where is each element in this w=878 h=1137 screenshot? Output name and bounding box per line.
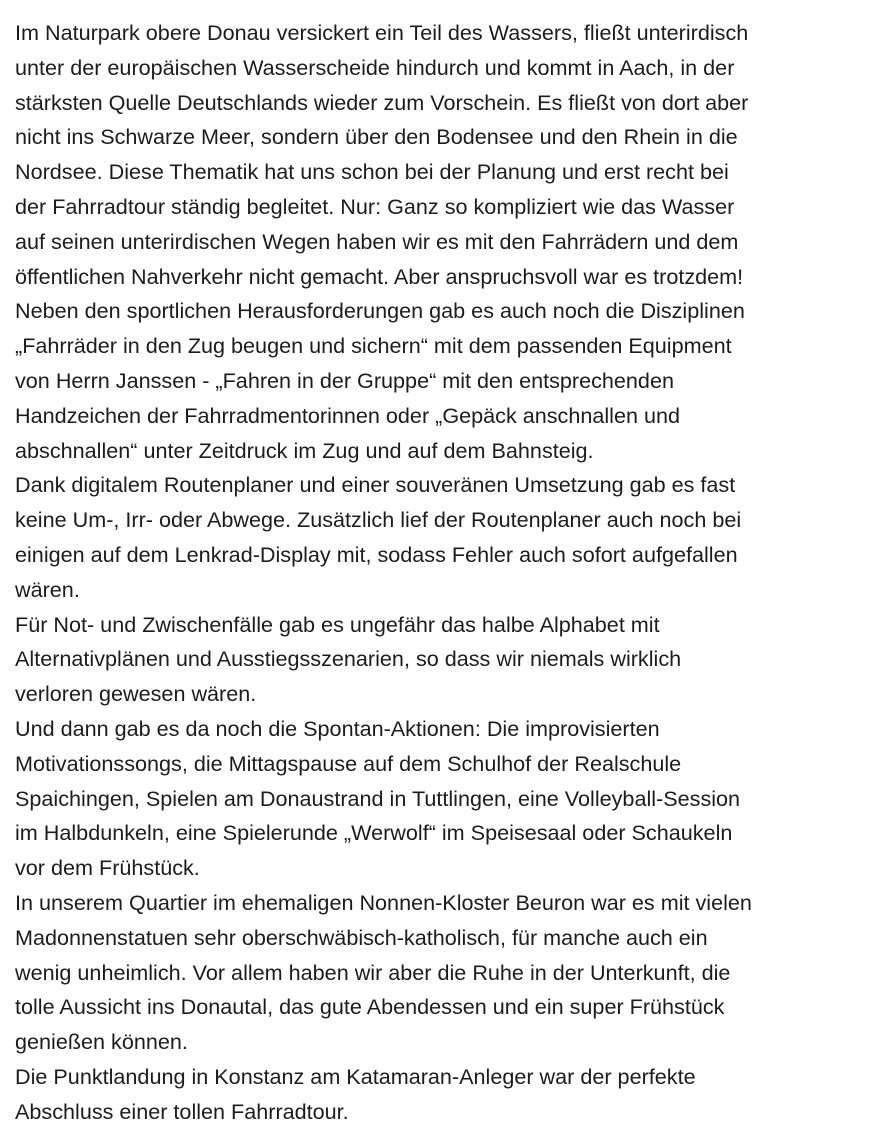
paragraph-spontaneous-actions: Und dann gab es da noch die Spontan-Aktionen: Die improvisierten Motivationssongs, die Mittagspause auf dem Schulhof der Realschule Spaichingen, Spielen am Donaustrand in Tuttlingen, eine Volleyball-Session im Halbdunkeln, eine Spielerunde „Werwolf“ im Speisesaal oder Schaukeln vor dem Frühstück.	[15, 715, 741, 881]
paragraph-intro: Im Naturpark obere Donau versickert ein Teil des Wassers, fließt unterirdisch unter der europäischen Wasserscheide hindurch und kommt in Aach, in der stärksten Quelle Deutschlands wieder zum Vorschein. Es fließt von dort aber nicht ins Schwarze Meer, sondern über den Bodensee und den Rhein in die Nordsee. Diese Thematik hat uns schon bei der Planung und erst recht bei der Fahrradtour ständig begleitet. Nur: Ganz so kompliziert wie das Wasser auf seinen unterirdischen Wegen haben wir es mit den Fahrrädern und dem öffentlichen Nahverkehr nicht gemacht. Aber anspruchsvoll war es trotzdem! Neben den sportlichen Herausforderungen gab es auch noch die Disziplinen „Fahrräder in den Zug beugen und sichern“ mit dem passenden Equipment von Herrn Janssen - „Fahren in der Gruppe“ mit den entsprechenden Handzeichen der Fahrradmentorinnen oder „Gepäck anschnallen und abschnallen“ unter Zeitdruck im Zug und auf dem Bahnsteig.	[15, 20, 749, 463]
article-body	[15, 16, 873, 1130]
paragraph-contingency-plans: Für Not- und Zwischenfälle gab es ungefähr das halbe Alphabet mit Alternativplänen und Ausstiegsszenarien, so dass wir niemals wirklich verloren gewesen wären.	[15, 611, 682, 707]
paragraph-conclusion: Die Punktlandung in Konstanz am Katamaran-Anleger war der perfekte Abschluss einer tollen Fahrradtour.	[15, 1063, 696, 1124]
paragraph-accommodation: In unserem Quartier im ehemaligen Nonnen-Kloster Beuron war es mit vielen Madonnenstatuen sehr oberschwäbisch-katholisch, für manche auch ein wenig unheimlich. Vor allem haben wir aber die Ruhe in der Unterkunft, die tolle Aussicht ins Donautal, das gute Abendessen und ein super Frühstück genießen können.	[15, 889, 752, 1055]
paragraph-route-planner: Dank digitalem Routenplaner und einer souveränen Umsetzung gab es fast keine Um-, Irr- oder Abwege. Zusätzlich lief der Routenplaner auch noch bei einigen auf dem Lenkrad-Display mit, sodass Fehler auch sofort aufgefallen wären.	[15, 472, 742, 602]
